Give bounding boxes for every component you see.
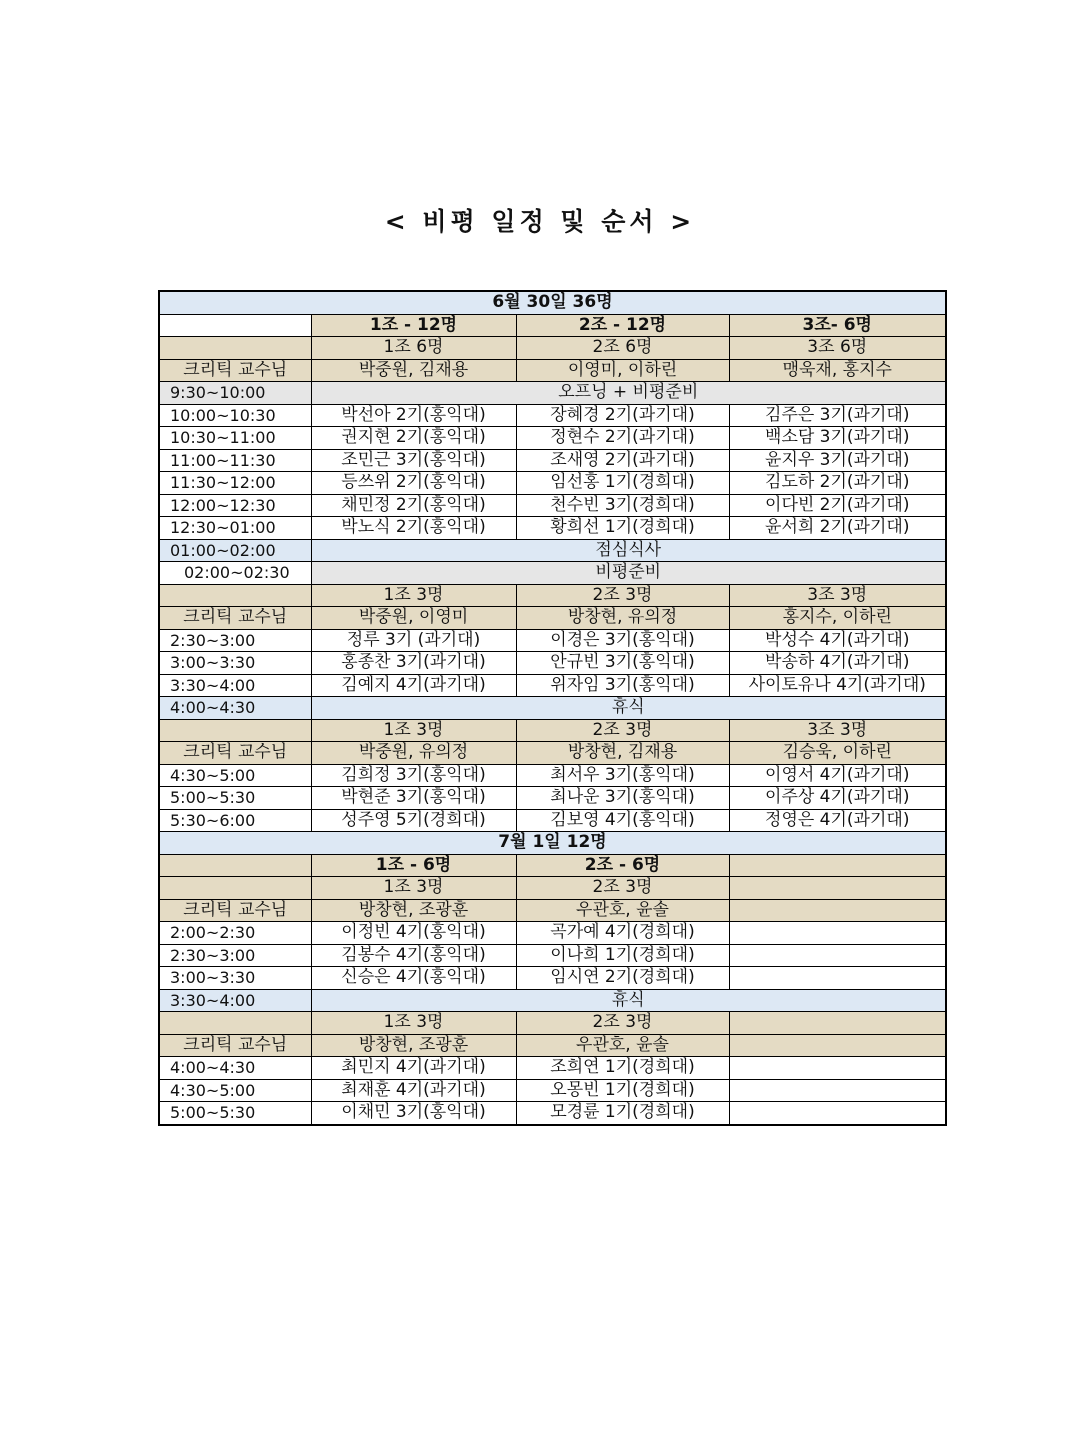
student-cell: 홍종찬 3기(과기대) xyxy=(311,652,516,675)
blank-cell xyxy=(159,877,311,900)
team-count: 1조 3명 xyxy=(311,584,516,607)
student-cell: 이나희 1기(경희대) xyxy=(516,944,729,967)
blank-cell xyxy=(729,1012,946,1035)
time-slot: 11:30~12:00 xyxy=(159,472,311,495)
team-label: 2조 - 12명 xyxy=(516,314,729,337)
schedule-row xyxy=(159,629,946,652)
professor-names: 이영미, 이하린 xyxy=(516,359,729,382)
team-label: 2조 - 6명 xyxy=(516,854,729,877)
time-slot: 5:00~5:30 xyxy=(159,787,311,810)
schedule-row xyxy=(159,449,946,472)
student-cell: 박현준 3기(홍익대) xyxy=(311,787,516,810)
schedule-row xyxy=(159,517,946,540)
student-cell: 임선홍 1기(경희대) xyxy=(516,472,729,495)
day-header: 7월 1일 12명 xyxy=(159,832,946,855)
schedule-row xyxy=(159,1102,946,1125)
break-label: 휴식 xyxy=(311,697,946,720)
professor-names: 박중원, 유의정 xyxy=(311,742,516,765)
team-header-row xyxy=(159,854,946,877)
blank-cell xyxy=(729,1057,946,1080)
student-cell: 신승은 4기(홍익대) xyxy=(311,967,516,990)
student-cell: 이영서 4기(과기대) xyxy=(729,764,946,787)
team-count: 3조 6명 xyxy=(729,337,946,360)
student-cell: 정루 3기 (과기대) xyxy=(311,629,516,652)
student-cell: 임시연 2기(경희대) xyxy=(516,967,729,990)
team-count: 2조 6명 xyxy=(516,337,729,360)
time-slot: 3:30~4:00 xyxy=(159,674,311,697)
opening-label: 오프닝 + 비평준비 xyxy=(311,382,946,405)
student-cell: 장혜경 2기(과기대) xyxy=(516,404,729,427)
team-count: 2조 3명 xyxy=(516,877,729,900)
critic-label: 크리틱 교수님 xyxy=(159,899,311,922)
student-cell: 황희선 1기(경희대) xyxy=(516,517,729,540)
time-slot: 3:00~3:30 xyxy=(159,652,311,675)
team-label: 1조 - 12명 xyxy=(311,314,516,337)
student-cell: 이정빈 4기(홍익대) xyxy=(311,922,516,945)
day-header-row xyxy=(159,291,946,314)
student-cell: 김봉수 4기(홍익대) xyxy=(311,944,516,967)
schedule-row xyxy=(159,494,946,517)
time-slot: 12:30~01:00 xyxy=(159,517,311,540)
professor-names: 홍지수, 이하린 xyxy=(729,607,946,630)
student-cell: 김도하 2기(과기대) xyxy=(729,472,946,495)
blank-cell xyxy=(159,719,311,742)
professor-names: 방창현, 조광훈 xyxy=(311,1034,516,1057)
time-slot: 2:30~3:00 xyxy=(159,944,311,967)
professor-row xyxy=(159,359,946,382)
schedule-row xyxy=(159,472,946,495)
professor-names: 방창현, 유의정 xyxy=(516,607,729,630)
student-cell: 성주영 5기(경희대) xyxy=(311,809,516,832)
critic-label: 크리틱 교수님 xyxy=(159,359,311,382)
time-slot: 3:30~4:00 xyxy=(159,989,311,1012)
team-count: 3조 3명 xyxy=(729,584,946,607)
time-slot: 4:30~5:00 xyxy=(159,1079,311,1102)
student-cell: 이주상 4기(과기대) xyxy=(729,787,946,810)
team-count: 1조 3명 xyxy=(311,1012,516,1035)
time-slot: 4:00~4:30 xyxy=(159,697,311,720)
schedule-row xyxy=(159,787,946,810)
team-count: 1조 3명 xyxy=(311,719,516,742)
opening-row xyxy=(159,382,946,405)
blank-cell xyxy=(729,967,946,990)
blank-cell xyxy=(729,877,946,900)
student-cell: 사이토유나 4기(과기대) xyxy=(729,674,946,697)
student-cell: 김희정 3기(홍익대) xyxy=(311,764,516,787)
blank-cell xyxy=(729,1079,946,1102)
lunch-row xyxy=(159,539,946,562)
blank-cell xyxy=(729,899,946,922)
blank-cell xyxy=(729,1034,946,1057)
blank-cell xyxy=(159,314,311,337)
blank-cell xyxy=(729,922,946,945)
team-count-row xyxy=(159,877,946,900)
time-slot: 10:00~10:30 xyxy=(159,404,311,427)
critic-label: 크리틱 교수님 xyxy=(159,1034,311,1057)
student-cell: 김보영 4기(홍익대) xyxy=(516,809,729,832)
professor-row xyxy=(159,607,946,630)
blank-cell xyxy=(729,854,946,877)
professor-names: 방창현, 조광훈 xyxy=(311,899,516,922)
schedule-row xyxy=(159,1079,946,1102)
blank-cell xyxy=(159,584,311,607)
student-cell: 안규빈 3기(홍익대) xyxy=(516,652,729,675)
student-cell: 위자임 3기(홍익대) xyxy=(516,674,729,697)
student-cell: 윤서희 2기(과기대) xyxy=(729,517,946,540)
professor-names: 방창현, 김재용 xyxy=(516,742,729,765)
schedule-row xyxy=(159,674,946,697)
student-cell: 조민근 3기(홍익대) xyxy=(311,449,516,472)
time-slot: 12:00~12:30 xyxy=(159,494,311,517)
student-cell: 조희연 1기(경희대) xyxy=(516,1057,729,1080)
student-cell: 박송하 4기(과기대) xyxy=(729,652,946,675)
critic-label: 크리틱 교수님 xyxy=(159,742,311,765)
student-cell: 조새영 2기(과기대) xyxy=(516,449,729,472)
lunch-label: 점심식사 xyxy=(311,539,946,562)
student-cell: 김예지 4기(과기대) xyxy=(311,674,516,697)
professor-names: 우관호, 윤솔 xyxy=(516,899,729,922)
team-label: 3조- 6명 xyxy=(729,314,946,337)
schedule-row xyxy=(159,404,946,427)
prep-row xyxy=(159,562,946,585)
student-cell: 정영은 4기(과기대) xyxy=(729,809,946,832)
time-slot: 3:00~3:30 xyxy=(159,967,311,990)
schedule-row xyxy=(159,809,946,832)
student-cell: 백소담 3기(과기대) xyxy=(729,427,946,450)
student-cell: 이경은 3기(홍익대) xyxy=(516,629,729,652)
student-cell: 모경륜 1기(경희대) xyxy=(516,1102,729,1125)
student-cell: 김주은 3기(과기대) xyxy=(729,404,946,427)
student-cell: 채민정 2기(홍익대) xyxy=(311,494,516,517)
team-count: 2조 3명 xyxy=(516,1012,729,1035)
student-cell: 최재훈 4기(과기대) xyxy=(311,1079,516,1102)
student-cell: 최서우 3기(홍익대) xyxy=(516,764,729,787)
time-slot: 01:00~02:00 xyxy=(159,539,311,562)
schedule-row xyxy=(159,764,946,787)
team-count-row xyxy=(159,719,946,742)
team-count-row xyxy=(159,1012,946,1035)
time-slot: 5:30~6:00 xyxy=(159,809,311,832)
professor-row xyxy=(159,742,946,765)
blank-cell xyxy=(159,854,311,877)
student-cell: 최나운 3기(홍익대) xyxy=(516,787,729,810)
professor-row xyxy=(159,899,946,922)
professor-names: 우관호, 윤솔 xyxy=(516,1034,729,1057)
time-slot: 2:30~3:00 xyxy=(159,629,311,652)
schedule-row xyxy=(159,922,946,945)
blank-cell xyxy=(159,337,311,360)
blank-cell xyxy=(729,1102,946,1125)
professor-row xyxy=(159,1034,946,1057)
professor-names: 박중원, 이영미 xyxy=(311,607,516,630)
critic-label: 크리틱 교수님 xyxy=(159,607,311,630)
student-cell: 박성수 4기(과기대) xyxy=(729,629,946,652)
student-cell: 이채민 3기(홍익대) xyxy=(311,1102,516,1125)
student-cell: 박선아 2기(홍익대) xyxy=(311,404,516,427)
time-slot: 10:30~11:00 xyxy=(159,427,311,450)
professor-names: 김승욱, 이하린 xyxy=(729,742,946,765)
time-slot: 4:00~4:30 xyxy=(159,1057,311,1080)
break-label: 휴식 xyxy=(311,989,946,1012)
team-count-row xyxy=(159,337,946,360)
student-cell: 박노식 2기(홍익대) xyxy=(311,517,516,540)
day-header: 6월 30일 36명 xyxy=(159,291,946,314)
blank-cell xyxy=(729,944,946,967)
schedule-row xyxy=(159,1057,946,1080)
break-row xyxy=(159,989,946,1012)
team-header-row xyxy=(159,314,946,337)
professor-names: 박중원, 김재용 xyxy=(311,359,516,382)
schedule-table xyxy=(158,290,947,1126)
student-cell: 곡가예 4기(경희대) xyxy=(516,922,729,945)
time-slot: 5:00~5:30 xyxy=(159,1102,311,1125)
student-cell: 권지현 2기(홍익대) xyxy=(311,427,516,450)
schedule-row xyxy=(159,967,946,990)
student-cell: 이다빈 2기(과기대) xyxy=(729,494,946,517)
student-cell: 최민지 4기(과기대) xyxy=(311,1057,516,1080)
prep-label: 비평준비 xyxy=(311,562,946,585)
time-slot: 02:00~02:30 xyxy=(159,562,311,585)
team-count: 1조 6명 xyxy=(311,337,516,360)
team-label: 1조 - 6명 xyxy=(311,854,516,877)
team-count: 3조 3명 xyxy=(729,719,946,742)
professor-names: 맹욱재, 홍지수 xyxy=(729,359,946,382)
student-cell: 등쓰위 2기(홍익대) xyxy=(311,472,516,495)
team-count: 2조 3명 xyxy=(516,584,729,607)
student-cell: 윤지우 3기(과기대) xyxy=(729,449,946,472)
team-count: 2조 3명 xyxy=(516,719,729,742)
document-title: < 비평 일정 및 순서 > xyxy=(384,207,696,236)
student-cell: 정현수 2기(과기대) xyxy=(516,427,729,450)
schedule-row xyxy=(159,652,946,675)
student-cell: 천수빈 3기(경희대) xyxy=(516,494,729,517)
schedule-row xyxy=(159,944,946,967)
day-header-row xyxy=(159,832,946,855)
blank-cell xyxy=(159,1012,311,1035)
team-count-row xyxy=(159,584,946,607)
time-slot: 9:30~10:00 xyxy=(159,382,311,405)
student-cell: 오몽빈 1기(경희대) xyxy=(516,1079,729,1102)
time-slot: 11:00~11:30 xyxy=(159,449,311,472)
team-count: 1조 3명 xyxy=(311,877,516,900)
schedule-row xyxy=(159,427,946,450)
time-slot: 2:00~2:30 xyxy=(159,922,311,945)
time-slot: 4:30~5:00 xyxy=(159,764,311,787)
break-row xyxy=(159,697,946,720)
